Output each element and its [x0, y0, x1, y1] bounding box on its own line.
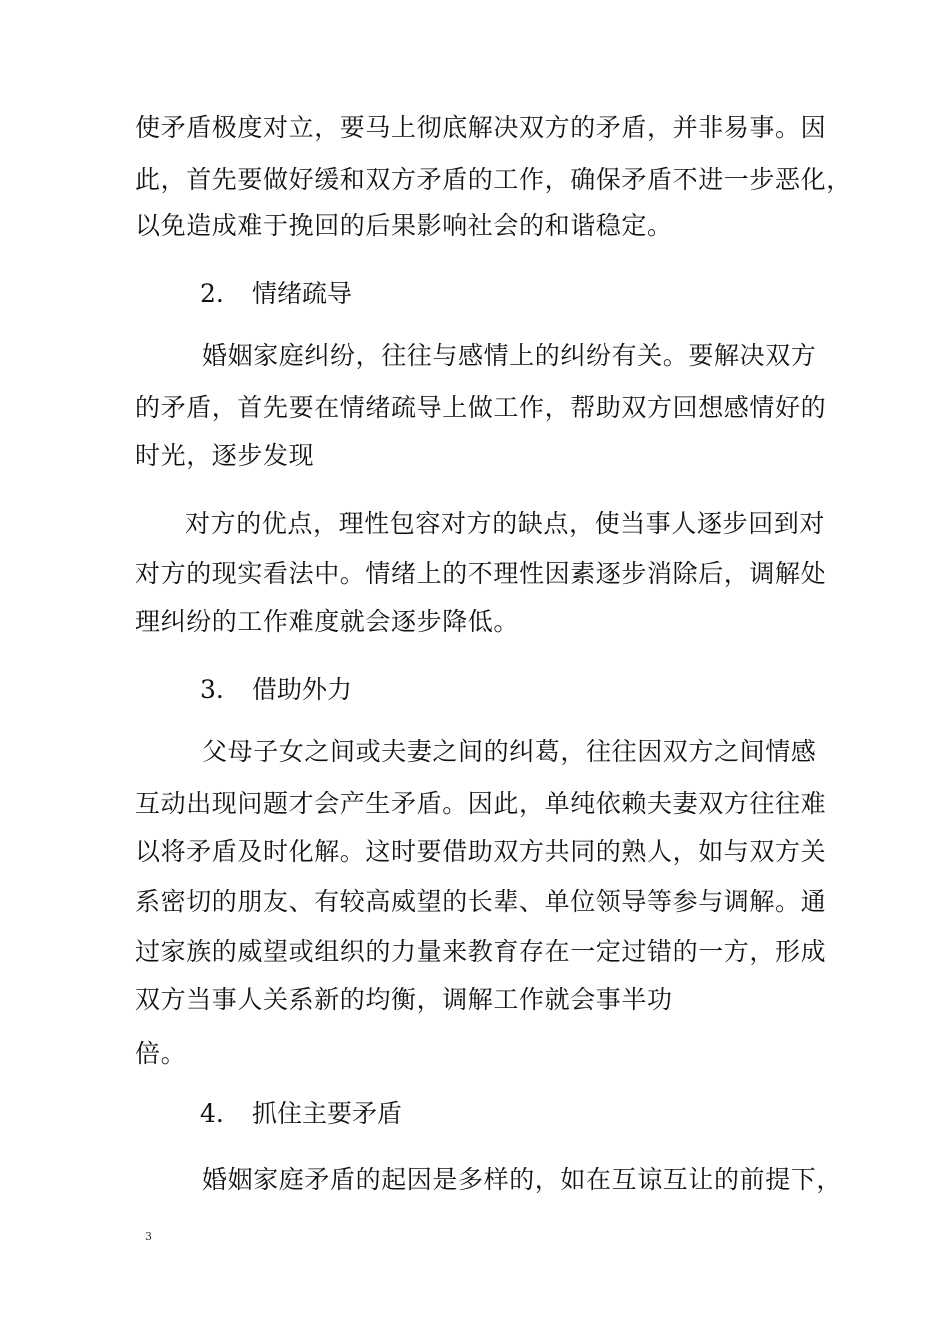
paragraph-line: 理纠纷的工作难度就会逐步降低。: [135, 607, 520, 636]
section-number: 2.: [200, 279, 224, 308]
paragraph-line: 婚姻家庭纠纷，往往与感情上的纠纷有关。要解决双方: [202, 341, 817, 370]
paragraph-line: 父母子女之间或夫妻之间的纠葛，往往因双方之间情感: [202, 737, 817, 766]
paragraph-line: 互动出现问题才会产生矛盾。因此，单纯依赖夫妻双方往往难: [135, 789, 827, 818]
paragraph-line: 过家族的威望或组织的力量来教育存在一定过错的一方，形成: [135, 937, 827, 966]
page-number: 3: [145, 1230, 152, 1243]
paragraph-line: 以免造成难于挽回的后果影响社会的和谐稳定。: [135, 211, 673, 240]
paragraph-line: 对方的优点，理性包容对方的缺点，使当事人逐步回到对: [185, 509, 826, 538]
paragraph-line: 以将矛盾及时化解。这时要借助双方共同的熟人，如与双方关: [135, 837, 827, 866]
paragraph-line: 的矛盾，首先要在情绪疏导上做工作，帮助双方回想感情好的: [135, 393, 827, 422]
paragraph-line: 双方当事人关系新的均衡，调解工作就会事半功: [135, 985, 673, 1014]
section-number: 3.: [200, 675, 224, 704]
paragraph-line: 倍。: [135, 1039, 187, 1068]
section-heading: [200, 1099, 402, 1129]
paragraph-line: 使矛盾极度对立，要马上彻底解决双方的矛盾，并非易事。因: [135, 113, 827, 142]
paragraph-line: 婚姻家庭矛盾的起因是多样的，如在互谅互让的前提下，: [202, 1165, 843, 1194]
section-number: 4.: [200, 1099, 224, 1128]
paragraph-line: 此，首先要做好缓和双方矛盾的工作，确保矛盾不进一步恶化，: [135, 165, 852, 194]
paragraph-line: 系密切的朋友、有较高威望的长辈、单位领导等参与调解。通: [135, 887, 827, 916]
section-heading: [200, 279, 352, 309]
paragraph-line: 时光，逐步发现: [135, 441, 315, 470]
paragraph-line: 对方的现实看法中。情绪上的不理性因素逐步消除后，调解处: [135, 559, 827, 588]
section-title: 抓住主要矛盾: [252, 1099, 403, 1128]
section-title: 借助外力: [252, 675, 353, 704]
section-heading: [200, 675, 352, 705]
section-title: 情绪疏导: [252, 279, 353, 308]
